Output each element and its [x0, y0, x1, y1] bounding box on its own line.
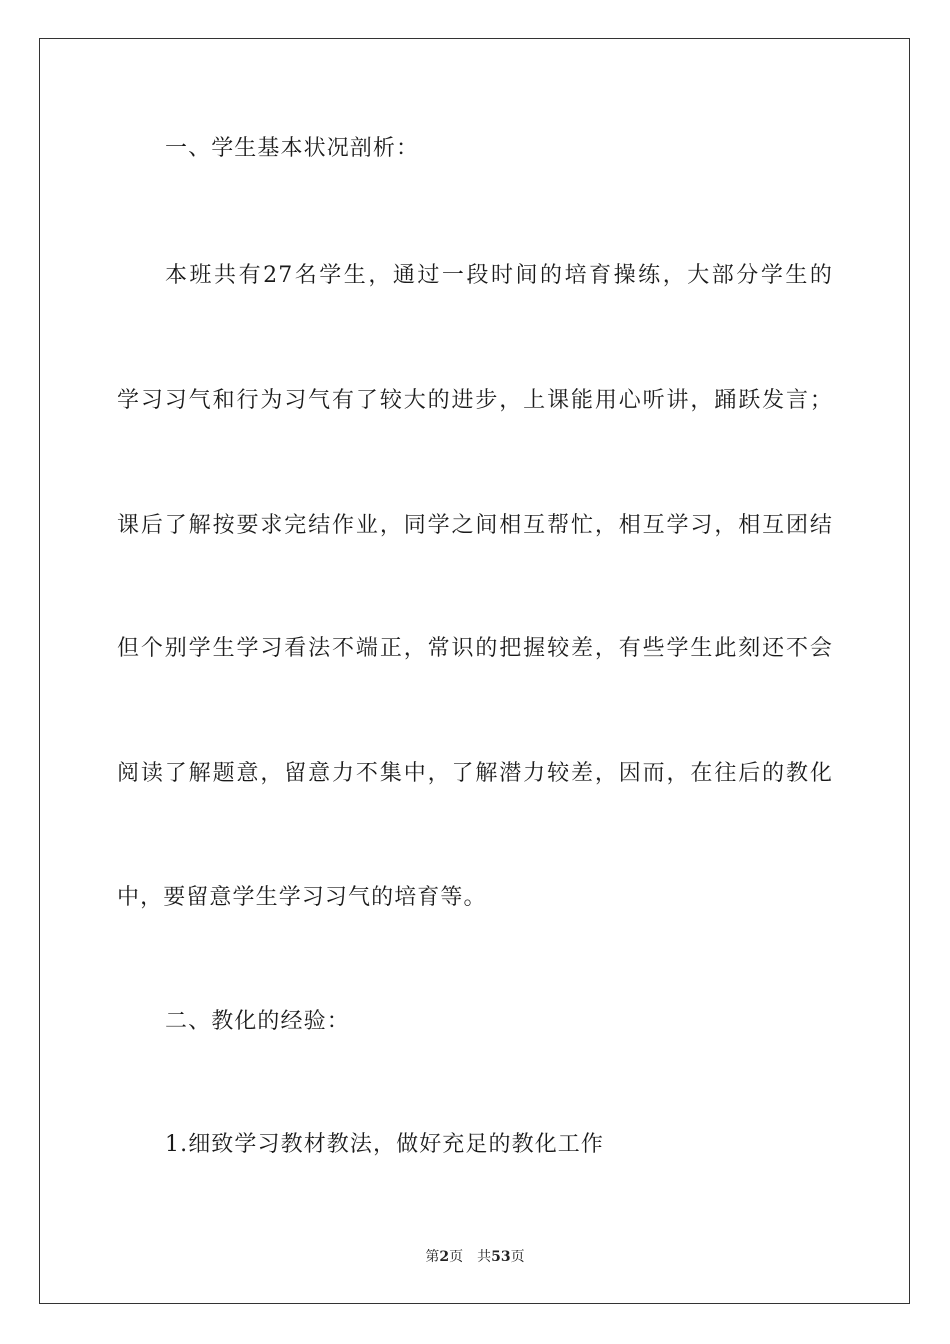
paragraph-line-6: 中，要留意学生学习习气的培育等。: [117, 885, 487, 910]
page-frame: [39, 38, 910, 1304]
page-suffix: 页: [449, 1249, 464, 1265]
paragraph-line-5: 阅读了解题意，留意力不集中，了解潜力较差，因而，在往后的教化: [117, 761, 833, 786]
paragraph-line-4: 但个别学生学习看法不端正，常识的把握较差，有些学生此刻还不会: [117, 636, 833, 661]
total-suffix: 页: [510, 1249, 525, 1265]
paragraph-line-3: 课后了解按要求完结作业，同学之间相互帮忙，相互学习，相互团结: [117, 513, 833, 538]
section-heading-2: 二、教化的经验：: [165, 1009, 350, 1034]
current-page-number: 2: [439, 1249, 450, 1265]
section-heading-1: 一、学生基本状况剖析：: [165, 136, 420, 161]
paragraph-line-2: 学习习气和行为习气有了较大的进步，上课能用心听讲，踊跃发言；: [117, 388, 833, 413]
paragraph-line-1: 本班共有27名学生，通过一段时间的培育操练，大部分学生的: [165, 263, 833, 288]
subheading-1: 1.细致学习教材教法，做好充足的教化工作: [165, 1132, 604, 1157]
page-footer: [0, 1247, 950, 1267]
total-page-number: 53: [491, 1249, 511, 1265]
total-prefix: 共: [477, 1249, 492, 1265]
page-prefix: 第: [425, 1249, 440, 1265]
